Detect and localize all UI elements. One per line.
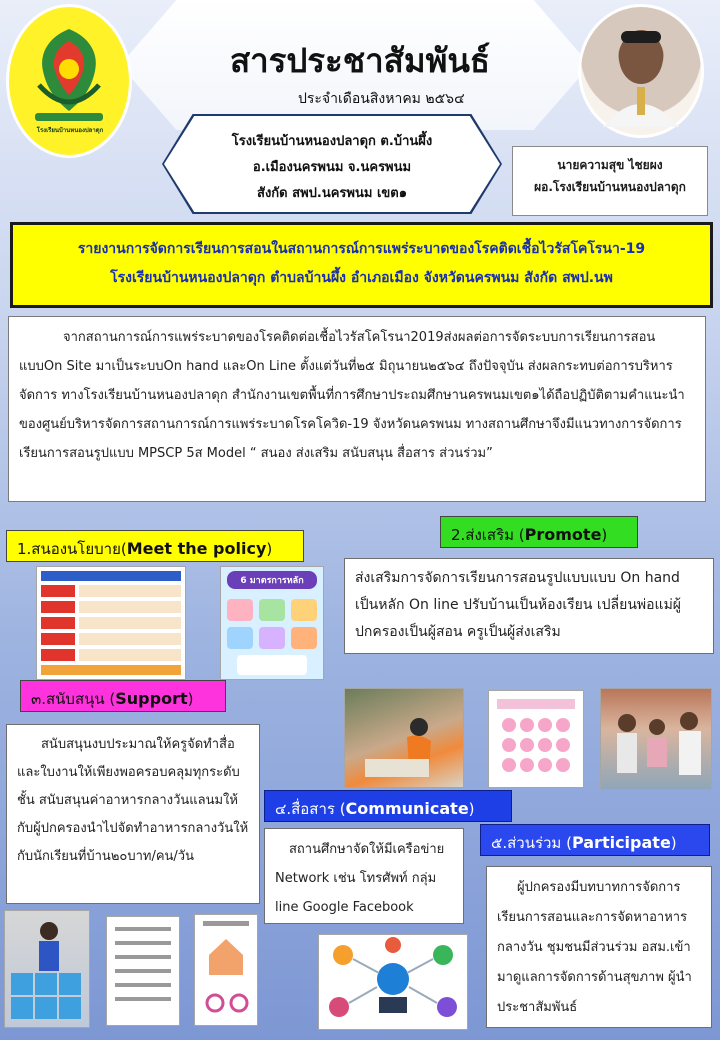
director-position: ผอ.โรงเรียนบ้านหนองปลาดุก bbox=[534, 180, 686, 194]
food-packs-icon bbox=[5, 911, 89, 1027]
school-name: โรงเรียนบ้านหนองปลาดุก ต.บ้านผึ้ง bbox=[231, 134, 433, 149]
page-subtitle: ประจำเดือนสิงหาคม ๒๕๖๔ bbox=[298, 91, 465, 107]
section-policy-close: ) bbox=[266, 540, 273, 558]
six-measures-title: 6 มาตรการหลัก bbox=[227, 571, 317, 589]
worksheet-lines-icon bbox=[107, 917, 179, 1025]
section-communicate-text: สถานศึกษาจัดให้มีเครือข่าย Network เช่น โทรศัพท์ กลุ่ม line Google Facebook bbox=[275, 842, 445, 915]
worksheet-photo-2 bbox=[106, 916, 180, 1026]
school-logo bbox=[6, 4, 132, 158]
worksheet-drawing-icon bbox=[195, 915, 257, 1025]
section-promote-close: ) bbox=[601, 526, 608, 544]
worksheet-photo-3 bbox=[194, 914, 258, 1026]
section-support-close: ) bbox=[187, 690, 194, 708]
section-promote-tag bbox=[440, 516, 638, 548]
page-title: สารประชาสัมพันธ์ bbox=[229, 41, 491, 80]
food-packs-photo bbox=[4, 910, 90, 1028]
section-support-text: สนับสนุนงบประมาณให้ครูจัดทำสื่อและใบงานให้เพียงพอครอบคลุมทุกระดับชั้น สนับสนุนค่าอาหารกลางวันแลนมให้กับผู้ปกครองนำไปจัดทำอาหารกลางวันให้กับนักเรียนที่บ้าน๒๐บาท/คน/วัน bbox=[17, 737, 249, 864]
community-people-icon bbox=[601, 689, 711, 789]
intro-text-box bbox=[8, 316, 706, 502]
section-policy-label: 1.สนองนโยบาย( bbox=[17, 540, 127, 558]
section-promote-text: ส่งเสริมการจัดการเรียนการสอนรูปแบบแบบ On hand เป็นหลัก On line ปรับบ้านเป็นห้องเรียน เปลี่ยนพ่อแม่ผู้ปกครองเป็นผู้สอน ครูเป็นผู้ส่งเสริม bbox=[355, 570, 682, 640]
section-communicate-body bbox=[264, 828, 464, 924]
banner-line-2: โรงเรียนบ้านหนองปลาดุก ตำบลบ้านผึ้ง อำเภอเมือง จังหวัดนครพนม สังกัด สพป.นพ bbox=[110, 270, 613, 286]
section-participate-body bbox=[486, 866, 712, 1028]
section-participate-label: ๕.ส่วนร่วม ( bbox=[491, 834, 572, 852]
policy-document-icon bbox=[37, 567, 185, 679]
section-policy-en: Meet the policy bbox=[126, 539, 267, 558]
director-photo bbox=[578, 4, 704, 138]
section-support-en: Support bbox=[115, 689, 188, 708]
six-measures-image bbox=[220, 566, 324, 680]
section-communicate-label: ๔.สื่อสาร ( bbox=[275, 800, 346, 818]
director-portrait-icon bbox=[581, 7, 701, 135]
section-participate-close: ) bbox=[670, 834, 677, 852]
worksheet-icon bbox=[489, 691, 583, 787]
section-participate-tag bbox=[480, 824, 710, 856]
section-participate-text: ผู้ปกครองมีบทบาทการจัดการเรียนการสอนและการจัดหาอาหารกลางวัน ชุมชนมีส่วนร่วม อสม.เข้ามาดูแลการจัดการด้านสุขภาพ ผู้นำประชาสัมพันธ์ bbox=[497, 880, 692, 1015]
community-photo bbox=[600, 688, 712, 790]
banner-line-1: รายงานการจัดการเรียนการสอนในสถานการณ์การแพร่ระบาดของโรคติดเชื้อไวรัสโคโรนา-19 bbox=[77, 241, 646, 257]
student-studying-icon bbox=[345, 689, 463, 787]
section-communicate-close: ) bbox=[468, 800, 475, 818]
director-name: นายความสุข ไชยผง bbox=[557, 158, 663, 172]
section-promote-body bbox=[344, 558, 714, 654]
section-policy-tag bbox=[6, 530, 304, 562]
section-communicate-en: Communicate bbox=[345, 799, 469, 818]
social-network-icon bbox=[319, 935, 467, 1029]
policy-document-image bbox=[36, 566, 186, 680]
section-support-body bbox=[6, 724, 260, 904]
section-support-label: ๓.สนับสนุน ( bbox=[31, 690, 116, 708]
logo-caption: โรงเรียนบ้านหนองปลาดุก bbox=[36, 127, 104, 134]
report-banner bbox=[10, 222, 713, 308]
six-measures-icon bbox=[221, 593, 323, 681]
director-name-box bbox=[512, 146, 708, 216]
section-communicate-tag bbox=[264, 790, 512, 822]
school-affiliation: สังกัด สพป.นครพนม เขต๑ bbox=[257, 186, 407, 201]
social-network-image bbox=[318, 934, 468, 1030]
school-district: อ.เมืองนครพนม จ.นครพนม bbox=[252, 160, 412, 175]
section-support-tag bbox=[20, 680, 226, 712]
section-promote-en: Promote bbox=[524, 525, 602, 544]
section-participate-en: Participate bbox=[571, 833, 671, 852]
worksheet-photo bbox=[488, 690, 584, 788]
home-learning-photo bbox=[344, 688, 464, 788]
section-promote-label: 2.ส่งเสริม ( bbox=[451, 526, 525, 544]
intro-paragraph: จากสถานการณ์การแพร่ระบาดของโรคติดต่อเชื้อไวรัสโคโรนา2019ส่งผลต่อการจัดระบบการเรียนการสอนแบบOn Site มาเป็นระบบOn hand และOn Line ตั้งแต่วันที่๒๕ มิถุนายน๒๕๖๔ ถึงปัจจุบัน ส่งผลกระทบต่อการบริหารจัดการ ทางโรงเรียนบ้านหนองปลาดุก สำนักงานเขตพื้นที่การศึกษาประถมศึกษานครพนมเขต๑ได้ถือปฏิบัติตามคำแนะนำของศูนย์บริหารจัดการสถานการณ์การแพร่ระบาดโรคโควิด-19 จังหวัดนครพนม ทางสถานศึกษาจึงมีแนวทางการจัดการเรียนการสอนรูปแบบ MPSCP 5ส Model “ สนอง ส่งเสริม สนับสนุน สื่อสาร ส่วนร่วม” bbox=[19, 330, 685, 461]
